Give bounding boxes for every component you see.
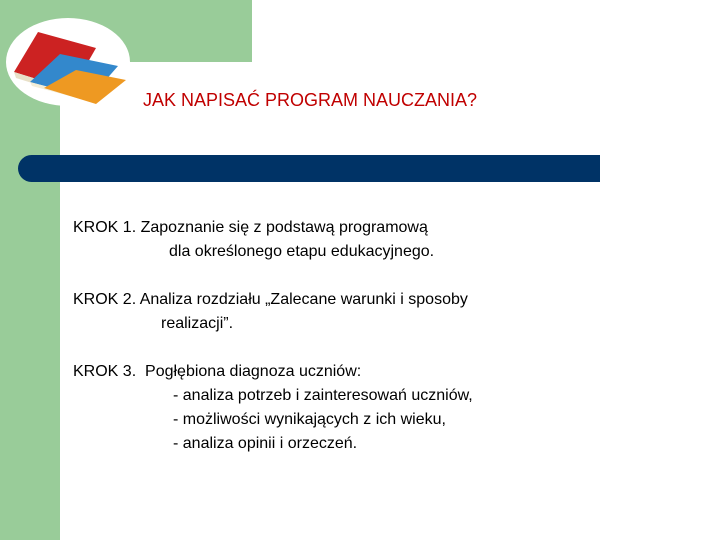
step-3-line-4: - analiza opinii i orzeczeń.	[173, 435, 358, 452]
step-1-line-2: dla określonego etapu edukacyjnego.	[169, 243, 435, 260]
step-2-label: KROK 2.	[73, 291, 137, 308]
step-1-first-line	[73, 216, 434, 240]
step-3-line-2: - analiza potrzeb i zainteresowań uczniów,	[173, 387, 473, 404]
step-3-line-3: - możliwości wynikających z ich wieku,	[173, 411, 446, 428]
step-1	[73, 216, 434, 264]
title-divider	[18, 155, 600, 182]
step-3	[73, 360, 473, 456]
step-3-label: KROK 3.	[73, 363, 137, 380]
step-2-line-2: realizacji”.	[161, 315, 234, 332]
step-2	[73, 288, 468, 336]
step-2-line-1: Analiza rozdziału „Zalecane warunki i sposoby	[139, 291, 468, 308]
step-3-first-line	[73, 360, 473, 384]
step-2-first-line	[73, 288, 468, 312]
step-3-line-1: Pogłębiona diagnoza uczniów:	[145, 363, 362, 380]
step-1-label: KROK 1.	[73, 219, 137, 236]
step-1-line-1: Zapoznanie się z podstawą programową	[140, 219, 428, 236]
page-title: JAK NAPISAĆ PROGRAM NAUCZANIA?	[143, 90, 478, 110]
book-logo-icon	[0, 12, 140, 112]
